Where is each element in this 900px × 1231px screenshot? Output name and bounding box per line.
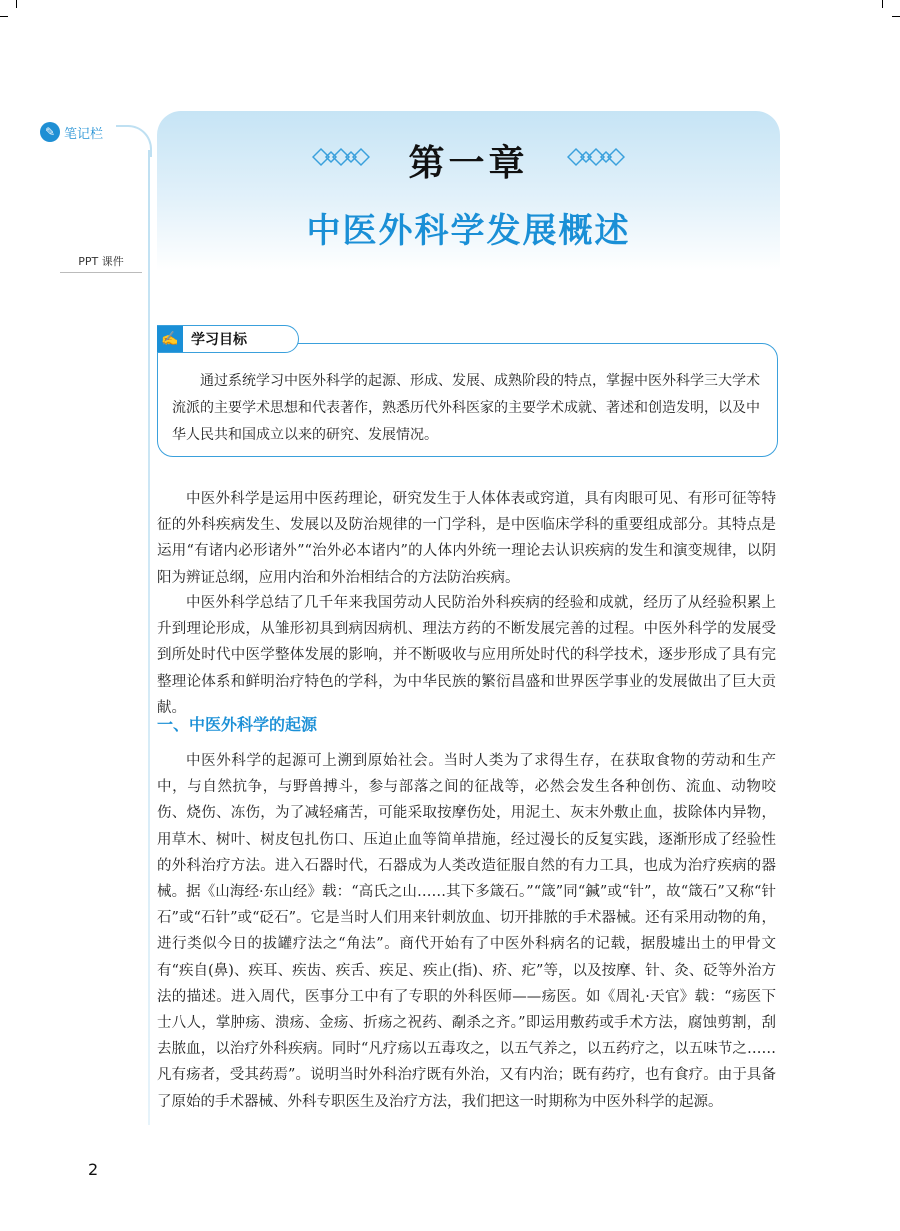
learning-objectives-text: 通过系统学习中医外科学的起源、形成、发展、成熟阶段的特点，掌握中医外科学三大学术流派的主要学术思想和代表著作，熟悉历代外科医家的主要学术成就、著述和创造发明，以及中华人民共和国成立以来的研究、发展情况。 <box>172 373 760 443</box>
crop-mark-top-left-h <box>0 16 8 17</box>
pen-icon: ✍ <box>157 326 183 352</box>
crop-mark-top-right-h <box>892 16 900 17</box>
body-paragraph-2: 中医外科学总结了几千年来我国劳动人民防治外科疾病的经验和成就，经历了从经验积累上升到理论形成，从雏形初具到病因病机、理法方药的不断发展完善的过程。中医外科学的发展受到所处时代中医学整体发展的影响，并不断吸收与应用所处时代的科学技术，逐步形成了具有完整理论体系和鲜明治疗特色的学科，为中华民族的繁衍昌盛和世界医学事业的发展做出了巨大贡献。 <box>157 595 776 716</box>
notes-column-label: 笔记栏 <box>64 126 104 142</box>
sidebar-divider <box>148 150 150 1125</box>
learning-objectives-tab <box>157 325 299 353</box>
learning-objectives-heading: 学习目标 <box>191 332 247 348</box>
sidebar-curve <box>116 125 152 157</box>
body-paragraph-1: 中医外科学是运用中医药理论，研究发生于人体体表或窍道，具有肉眼可见、有形可征等特征的外科疾病发生、发展以及防治规律的一门学科，是中医临床学科的重要组成部分。其特点是运用“有诸内必形诸外”“治外必本诸内”的人体内外统一理论去认识疾病的发生和演变规律，以阴阳为辨证总纲，应用内治和外治相结合的方法防治疾病。 <box>157 491 776 586</box>
body-paragraph-3: 中医外科学的起源可上溯到原始社会。当时人类为了求得生存，在获取食物的劳动和生产中，与自然抗争，与野兽搏斗，参与部落之间的征战等，必然会发生各种创伤、流血、动物咬伤、烧伤、冻伤，为了减轻痛苦，可能采取按摩伤处，用泥土、灰末外敷止血，拔除体内异物，用草木、树叶、树皮包扎伤口、压迫止血等简单措施，经过漫长的反复实践，逐渐形成了经验性的外科治疗方法。进入石器时代，石器成为人类改造征服自然的有力工具，也成为治疗疾病的器械。据《山海经·东山经》载：“高氏之山……其下多箴石。”“箴”同“鍼”或“针”，故“箴石”又称“针石”或“石针”或“砭石”。它是当时人们用来针刺放血、切开排脓的手术器械。还有采用动物的角，进行类似今日的拔罐疗法之“角法”。商代开始有了中医外科病名的记载，据殷墟出土的甲骨文有“疾自(鼻)、疾耳、疾齿、疾舌、疾足、疾止(指)、疥、疕”等，以及按摩、针、灸、砭等外治方法的描述。进入周代，医事分工中有了专职的外科医师——疡医。如《周礼·天官》载：“疡医下士八人，掌肿疡、溃疡、金疡、折疡之祝药、劀杀之齐。”即运用敷药或手术方法，腐蚀剪割，刮去脓血，以治疗外科疾病。同时“凡疗疡以五毒攻之，以五气养之，以五药疗之，以五味节之……凡有疡者，受其药焉”。说明当时外科治疗既有外治，又有内治；既有药疗，也有食疗。由于具备了原始的手术器械、外科专职医生及治疗方法，我们把这一时期称为中医外科学的起源。 <box>157 753 776 1110</box>
page-number: 2 <box>88 1160 99 1179</box>
crop-mark-top-right-v <box>882 0 883 8</box>
learning-objectives-box <box>157 343 778 457</box>
crop-mark-top-left-v <box>16 0 17 8</box>
pencil-icon: ✎ <box>40 122 60 142</box>
diamond-ornament-icon <box>567 147 625 167</box>
ppt-courseware-link[interactable]: PPT 课件 <box>60 253 142 273</box>
section-heading-origin: 一、中医外科学的起源 <box>157 715 318 734</box>
chapter-title: 中医外科学发展概述 <box>306 211 631 251</box>
chapter-number: 第一章 <box>408 142 529 184</box>
chapter-banner <box>157 111 780 271</box>
notes-column-header <box>40 122 103 142</box>
